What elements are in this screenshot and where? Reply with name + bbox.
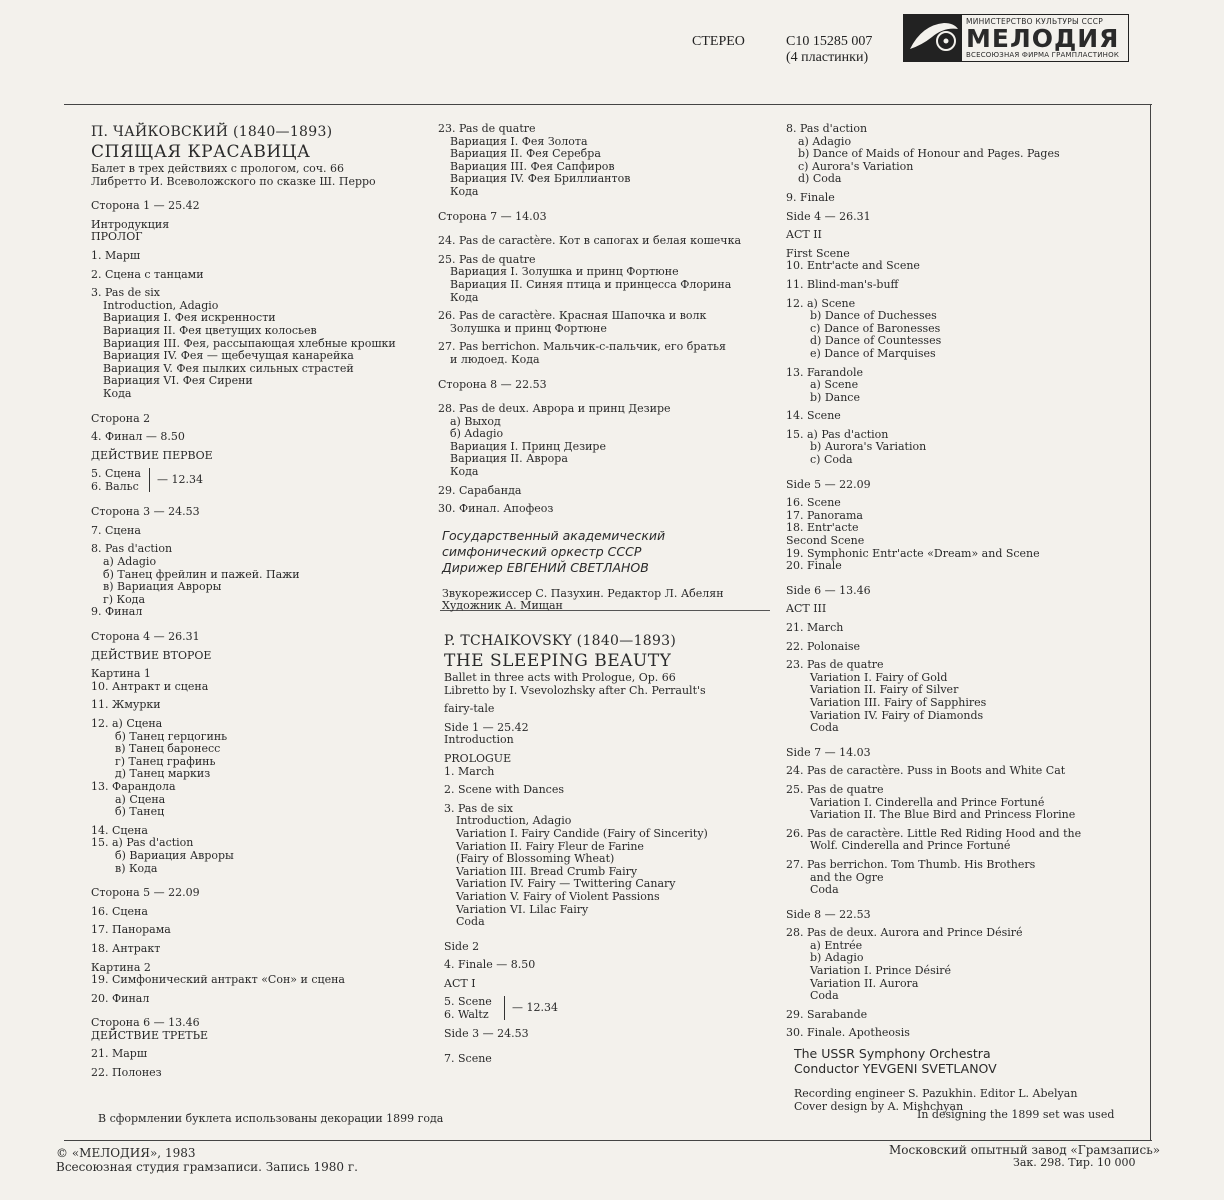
ru-side-4: Сторона 4 — 26.31 [91,630,200,644]
ru-track-part: Вариация II. Фея Серебра [450,147,601,161]
ru-track: 26. Pas de caractère. Красная Шапочка и волк [438,309,707,323]
ru-orchestra: Государственный академический [442,527,666,543]
ru-track-part: в) Вариация Авроры [103,580,222,594]
ru-intro: Интродукция [91,217,170,231]
en-track: 20. Finale [786,559,842,573]
en-track-part: Variation II. The Blue Bird and Princess Florine [810,808,1076,822]
en-track: 22. Polonaise [786,639,861,653]
ru-picture-2: Картина 2 [91,960,151,974]
ru-track-part: Вариация V. Фея пылких сильных страстей [103,361,354,375]
en-track-part: Variation I. Fairy Candide (Fairy of Sincerity) [456,826,708,840]
ru-credits: Звукорежиссер С. Пазухин. Редактор Л. Абелян [442,586,724,600]
en-track-part: Coda [810,883,839,897]
en-track-part: and the Ogre [810,870,884,884]
ru-track: 14. Сцена [91,823,148,837]
ru-track: 18. Антракт [91,941,161,955]
en-track-part: c) Coda [810,453,853,467]
ru-track-part: Вариация VI. Фея Сирени [103,374,253,388]
en-brace [500,996,505,1020]
ru-track-part: в) Кода [115,861,158,875]
en-composer: P. TCHAIKOVSKY (1840—1893) [444,633,677,649]
en-track-part: c) Aurora's Variation [798,159,914,173]
ru-track-part: г) Танец графинь [115,754,216,768]
frame-bottom-rule [64,1140,1152,1141]
ru-track-part: Вариация IV. Фея — щебечущая канарейка [103,349,354,363]
en-scene-1: First Scene [786,246,850,260]
en-subtitle: Ballet in three acts with Prologue, Op. 66 [444,671,676,684]
ru-track: 3. Pas de six [91,286,161,300]
en-track: 16. Scene [786,496,841,510]
ru-track: 13. Фарандола [91,779,176,793]
en-track: 19. Symphonic Entr'acte «Dream» and Scene [786,546,1040,560]
ru-track: 9. Финал [91,605,143,619]
logo-brand-text: МЕЛОДИЯ [966,24,1120,53]
ru-libretto: Либретто И. Всеволожского по сказке Ш. Перро [91,174,376,188]
ru-track-part: Вариация II. Фея цветущих колосьев [103,323,317,337]
ru-track: 2. Сцена с танцами [91,267,204,281]
en-track: 24. Pas de caractère. Puss in Boots and White Cat [786,764,1066,778]
ru-track: 22. Полонез [91,1066,162,1080]
en-work-title: THE SLEEPING BEAUTY [444,651,672,671]
ru-track-part: б) Танец [115,805,165,819]
ru-act-3: ДЕЙСТВИЕ ТРЕТЬЕ [91,1028,209,1042]
ru-prologue: ПРОЛОГ [91,230,143,244]
ru-track-part: д) Танец маркиз [115,767,211,781]
ru-track-part: а) Adagio [103,555,157,569]
en-track: 26. Pas de caractère. Little Red Riding Hood and the [786,826,1082,840]
ru-track: 5. Сцена [91,467,141,481]
en-track: 27. Pas berrichon. Tom Thumb. His Brothers [786,857,1036,871]
ru-track: 10. Антракт и сцена [91,679,209,693]
ru-subtitle: Балет в трех действиях с прологом, соч. 66 [91,162,345,175]
ru-track: 4. Финал — 8.50 [91,430,185,444]
en-track-part: Coda [456,915,485,929]
plant-note: Московский опытный завод «Грамзапись» [889,1143,1161,1157]
en-act-2: ACT II [786,228,822,242]
en-libretto: Libretto by I. Vsevolozhsky after Ch. Perrault's [444,683,706,697]
en-track-part: b) Dance of Maids of Honour and Pages. Pages [798,147,1060,161]
ru-track-part: Introduction, Adagio [103,298,219,312]
ru-track: 25. Pas de quatre [438,252,536,266]
ru-track: 17. Панорама [91,923,171,937]
en-libretto: fairy-tale [444,702,495,716]
ru-track-part: Вариация I. Фея Золота [450,134,588,148]
ru-credits: Художник А. Мищан [442,599,563,613]
ru-track: 8. Pas d'action [91,542,173,556]
ru-act-1: ДЕЙСТВИЕ ПЕРВОЕ [91,448,213,462]
en-track: 8. Pas d'action [786,122,868,135]
ru-track: 1. Марш [91,248,141,262]
ru-track-time: — 12.34 [157,473,203,487]
en-track-part: Variation I. Cinderella and Prince Fortuné [810,795,1045,809]
en-track-part: b) Aurora's Variation [810,440,927,454]
ru-track-part: Вариация I. Фея искренности [103,311,276,325]
english-column-2 [786,123,1136,1113]
en-side-2: Side 2 [444,939,480,953]
ru-track-part: Вариация II. Аврора [450,452,568,466]
en-track-part: d) Coda [798,172,842,186]
ru-track: 7. Сцена [91,523,141,537]
ru-track-part: Кода [450,184,479,198]
en-track-part: Variation I. Prince Désiré [810,964,951,978]
ru-track-part: г) Кода [103,592,146,606]
en-track-part: a) Adagio [798,134,852,148]
stereo-label: СТЕРЕО [692,34,745,49]
ru-orchestra: симфонический оркестр СССР [442,543,642,559]
en-side-7: Side 7 — 14.03 [786,745,871,759]
ru-side-6: Сторона 6 — 13.46 [91,1016,200,1030]
ru-track: 24. Pas de caractère. Кот в сапогах и белая кошечка [438,234,742,248]
ru-conductor: Дирижер ЕВГЕНИЙ СВЕТЛАНОВ [442,559,649,575]
en-track-part: a) Entrée [810,938,863,952]
en-track-part: b) Adagio [810,951,864,965]
ru-side-7: Сторона 7 — 14.03 [438,209,547,223]
en-track-part: Variation II. Fairy of Silver [810,683,959,697]
en-track-part: (Fairy of Blossoming Wheat) [456,852,615,866]
en-track: 25. Pas de quatre [786,782,884,796]
en-credits: Cover design by A. Mishchyan [794,1099,964,1113]
en-track-part: Variation II. Aurora [810,976,919,990]
en-track: 29. Sarabande [786,1007,868,1021]
en-track-part: Variation VI. Lilac Fairy [456,902,589,916]
en-track-part: Variation II. Fairy Fleur de Farine [456,839,644,853]
en-track-part: d) Dance of Countesses [810,334,942,348]
ru-track: 6. Вальс [91,479,139,493]
ru-track-part: б) Adagio [450,427,504,441]
en-track-part: Coda [810,989,839,1003]
en-act-1: ACT I [444,976,476,990]
ru-track: 11. Жмурки [91,698,161,712]
ru-track: 23. Pas de quatre [438,122,536,135]
en-scene-2: Second Scene [786,534,865,548]
en-track: 7. Scene [444,1052,492,1066]
ru-track: 15. а) Pas d'action [91,836,194,850]
en-conductor: Conductor YEVGENI SVETLANOV [794,1061,997,1077]
en-track-part: b) Dance [810,390,860,404]
ru-track: 12. а) Сцена [91,717,163,730]
studio-note: Всесоюзная студия грамзаписи. Запись 1980 г. [56,1160,358,1174]
ru-track-part: б) Танец герцогинь [115,729,228,743]
ru-track-part: и людоед. Кода [450,352,540,366]
en-track-part: Wolf. Cinderella and Prince Fortuné [810,839,1011,853]
en-track: 13. Farandole [786,365,864,379]
en-orchestra: The USSR Symphony Orchestra [794,1046,991,1062]
ru-track-part: Вариация II. Синяя птица и принцесса Флорина [450,277,732,291]
english-column-1 [444,632,764,1066]
en-track: 18. Entr'acte [786,521,859,535]
ru-side-5: Сторона 5 — 22.09 [91,886,200,900]
ru-composer: П. ЧАЙКОВСКИЙ (1840—1893) [91,124,333,140]
ru-act-2: ДЕЙСТВИЕ ВТОРОЕ [91,648,212,662]
ru-track-part: Вариация IV. Фея Бриллиантов [450,172,631,186]
en-track: 15. a) Pas d'action [786,427,889,441]
ru-track: 30. Финал. Апофеоз [438,502,554,516]
en-side-5: Side 5 — 22.09 [786,477,871,491]
copyright: © «МЕЛОДИЯ», 1983 [56,1146,196,1160]
catalog-number: С10 15285 007 [786,34,873,49]
en-track: 6. Waltz [444,1008,489,1022]
en-credits: Recording engineer S. Pazukhin. Editor L. Abelyan [794,1087,1078,1101]
ru-track: 27. Pas berrichon. Мальчик-с-пальчик, его братья [438,340,726,354]
russian-column-1 [91,123,431,1080]
en-track-part: Variation IV. Fairy — Twittering Canary [456,877,676,891]
ru-design-note: В сформлении буклета использованы декорации 1899 года [98,1112,444,1125]
frame-top-rule [64,104,1152,105]
ru-track: 16. Сцена [91,904,148,918]
en-track: 9. Finale [786,190,835,204]
ru-brace [145,468,150,492]
russian-column-2 [438,123,778,613]
ru-track-part: Вариация III. Фея Сапфиров [450,159,615,173]
en-side-1: Side 1 — 25.42 [444,720,529,734]
ru-track-part: а) Выход [450,414,501,428]
en-track: 5. Scene [444,995,492,1009]
en-track: 23. Pas de quatre [786,658,884,672]
en-track-part: Variation III. Bread Crumb Fairy [456,864,638,878]
en-track-part: Introduction, Adagio [456,814,572,828]
en-track: 11. Blind-man's-buff [786,277,899,291]
logo-firm-text: ВСЕСОЮЗНАЯ ФИРМА ГРАМПЛАСТИНОК [966,51,1120,59]
melodiya-logo [903,14,1129,62]
ru-track-part: б) Вариация Авроры [115,848,234,862]
ru-track-part: б) Танец фрейлин и пажей. Пажи [103,567,300,581]
melodiya-emblem-icon [904,15,962,61]
en-track: 10. Entr'acte and Scene [786,259,920,273]
ru-track-part: Кода [450,290,479,304]
en-track: 4. Finale — 8.50 [444,958,536,972]
en-side-6: Side 6 — 13.46 [786,583,871,597]
disc-count: (4 пластинки) [786,50,869,65]
en-track-part: Variation III. Fairy of Sapphires [810,695,987,709]
en-track: 2. Scene with Dances [444,783,565,797]
en-track-time: — 12.34 [512,1001,558,1015]
en-track: 28. Pas de deux. Aurora and Prince Désiré [786,926,1023,940]
en-side-8: Side 8 — 22.53 [786,907,871,921]
ru-track: 20. Финал [91,991,150,1005]
en-track: 21. March [786,621,844,634]
en-track-part: b) Dance of Duchesses [810,309,937,323]
en-track: 1. March [444,764,495,778]
ru-track: 21. Марш [91,1047,148,1061]
en-track: 17. Panorama [786,508,863,522]
ru-track-part: Вариация III. Фея, рассыпающая хлебные крошки [103,336,396,350]
en-act-3: ACT III [786,602,827,616]
ru-side-3: Сторона 3 — 24.53 [91,505,200,519]
frame-right-rule [1150,104,1151,1141]
en-track-part: e) Dance of Marquises [810,346,936,360]
en-side-4: Side 4 — 26.31 [786,209,871,223]
en-intro: Introduction [444,733,514,747]
ru-track-part: в) Танец баронесс [115,742,221,756]
ru-track-part: Вариация I. Принц Дезире [450,439,606,453]
ru-track-part: Золушка и принц Фортюне [450,321,607,335]
en-track-part: Coda [810,721,839,735]
ru-track: 19. Симфонический антракт «Сон» и сцена [91,973,345,987]
logo-ministry-text: МИНИСТЕРСТВО КУЛЬТУРЫ СССР [966,17,1104,26]
ru-side-2: Сторона 2 [91,411,151,425]
en-track: 12. a) Scene [786,296,856,310]
en-prologue: PROLOGUE [444,751,512,765]
ru-track: 29. Сарабанда [438,483,522,497]
en-design-note: In designing the 1899 set was used [917,1108,1115,1121]
en-track-part: Variation V. Fairy of Violent Passions [456,889,660,903]
en-track-part: Variation I. Fairy of Gold [810,670,948,684]
ru-track-part: Кода [450,465,479,479]
en-track: 30. Finale. Apotheosis [786,1026,910,1040]
en-side-3: Side 3 — 24.53 [444,1027,529,1041]
en-track: 14. Scene [786,409,841,423]
en-track-part: c) Dance of Baronesses [810,321,941,335]
ru-track-part: Кода [103,386,132,400]
ru-side-8: Сторона 8 — 22.53 [438,377,547,391]
en-track-part: Variation IV. Fairy of Diamonds [810,708,984,722]
en-track: 3. Pas de six [444,801,514,815]
ru-track: 28. Pas de deux. Аврора и принц Дезире [438,402,671,416]
en-track-part: a) Scene [810,378,859,392]
order-note: Зак. 298. Тир. 10 000 [1013,1156,1136,1169]
ru-work-title: СПЯЩАЯ КРАСАВИЦА [91,142,311,162]
ru-side-1: Сторона 1 — 25.42 [91,199,200,213]
ru-picture-1: Картина 1 [91,667,151,681]
ru-track-part: Вариация I. Золушка и принц Фортюне [450,265,679,279]
ru-track-part: а) Сцена [115,792,166,806]
